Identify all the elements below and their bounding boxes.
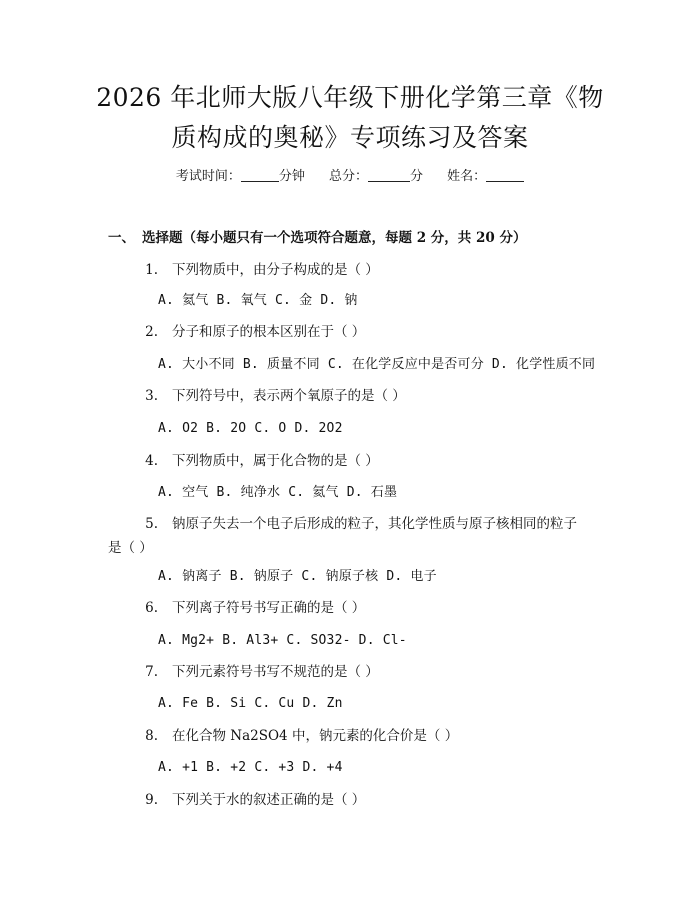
question-7-options: A. Fe B. Si C. Cu D. Zn [158,696,343,711]
question-text: 下列元素符号书写不规范的是（ ） [172,664,379,680]
exam-time-field [176,167,305,187]
question-number: 4. [145,453,158,469]
student-name-field [447,167,524,187]
question-7 [108,662,379,682]
question-text: 钠原子失去一个电子后形成的粒子，其化学性质与原子核相同的粒子是（ ） [108,516,577,556]
total-score-unit: 分 [410,169,424,184]
question-4 [108,451,379,471]
question-2 [108,322,365,342]
section-heading [108,228,526,248]
question-text: 下列物质中，由分子构成的是（ ） [172,262,379,278]
question-5-options: A. 钠离子 B. 钠原子 C. 钠原子核 D. 电子 [158,569,437,584]
question-4-options: A. 空气 B. 纯净水 C. 氦气 D. 石墨 [158,485,398,500]
question-8 [108,726,458,746]
question-text: 下列符号中，表示两个氧原子的是（ ） [172,388,406,404]
question-text: 下列离子符号书写正确的是（ ） [172,600,366,616]
question-number: 2. [145,324,158,340]
exam-time-unit: 分钟 [278,169,305,184]
question-5 [108,512,586,560]
question-text: 下列关于水的叙述正确的是（ ） [172,792,366,808]
question-6 [108,598,365,618]
question-8-options: A. +1 B. +2 C. +3 D. +4 [158,760,343,775]
total-score-label: 总分： [328,169,368,184]
title-line-1: 2026 年北师大版八年级下册化学第三章《物 [96,83,604,112]
section-heading-text: 选择题（每小题只有一个选项符合题意，每题 2 分，共 20 分） [142,230,527,246]
question-text: 下列物质中，属于化合物的是（ ） [172,453,379,469]
question-number: 6. [145,600,158,616]
question-3 [108,386,406,406]
question-2-options: A. 大小不同 B. 质量不同 C. 在化学反应中是否可分 D. 化学性质不同 [158,357,596,372]
exam-time-blank[interactable] [241,167,279,182]
student-name-label: 姓名： [447,169,487,184]
question-1-options: A. 氦气 B. 氧气 C. 金 D. 钠 [158,293,358,308]
question-9 [108,790,365,810]
question-text: 在化合物 Na2SO4 中，钠元素的化合价是（ ） [172,728,459,744]
question-number: 3. [145,388,158,404]
total-score-field [329,167,423,187]
page-title [60,78,640,158]
student-name-blank[interactable] [486,167,524,182]
exam-time-label: 考试时间： [175,169,241,184]
question-1 [108,260,379,280]
question-number: 1. [145,262,158,278]
section-number: 一、 [108,230,135,246]
question-3-options: A. O2 B. 2O C. O D. 2O2 [158,421,343,436]
title-line-2: 质构成的奥秘》专项练习及答案 [171,123,529,152]
question-6-options: A. Mg2+ B. Al3+ C. SO32- D. Cl- [158,633,407,648]
exam-info-row [0,167,700,187]
question-number: 8. [145,728,158,744]
question-text: 分子和原子的根本区别在于（ ） [172,324,366,340]
question-number: 5. [145,516,158,532]
question-number: 9. [145,792,158,808]
total-score-blank[interactable] [368,167,410,182]
question-number: 7. [145,664,158,680]
